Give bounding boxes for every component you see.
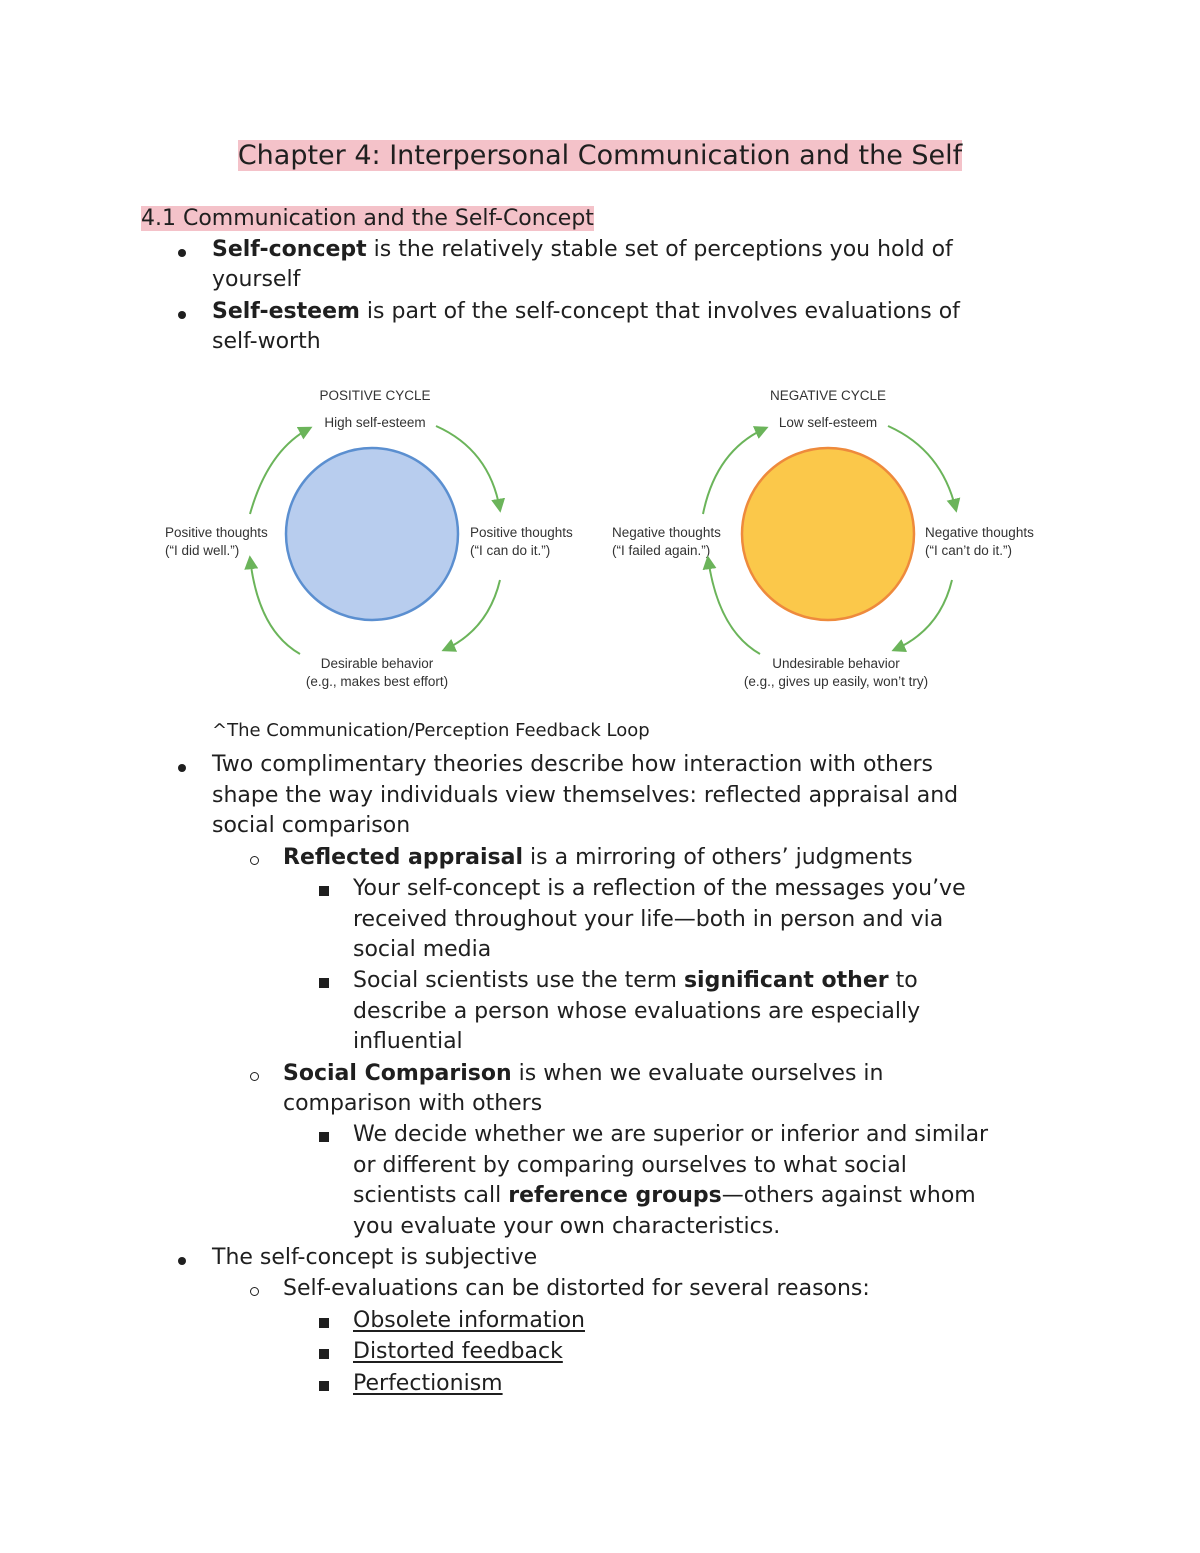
bullet-dot	[178, 1257, 186, 1265]
positive-right-label: Positive thoughts	[470, 525, 573, 540]
sub-bullet-ring	[250, 1072, 259, 1081]
list-item-self-concept: Self-concept is the relatively stable set of perceptions you hold of	[212, 237, 953, 262]
positive-circle	[286, 448, 458, 620]
reason-obsolete-information: Obsolete information	[353, 1308, 585, 1333]
positive-left-label: Positive thoughts	[165, 525, 268, 540]
arrow-bottom-right	[444, 580, 500, 650]
positive-top-label: High self-esteem	[324, 415, 426, 430]
list-item-ra1: Your self-concept is a reflection of the messages you’ve	[353, 876, 966, 901]
list-item-theories: Two complimentary theories describe how interaction with others	[212, 752, 934, 777]
bullet-dot	[178, 311, 186, 319]
negative-cycle	[612, 388, 1034, 689]
positive-cycle	[165, 388, 573, 689]
list-item-social-comparison: Social Comparison is when we evaluate ourselves in	[283, 1061, 884, 1086]
arrow-bottom-left	[250, 558, 300, 654]
sub-bullet-ring	[250, 1287, 259, 1296]
list-item-ra2: Social scientists use the term significant other to	[353, 968, 918, 993]
negative-left-label: Negative thoughts	[612, 525, 721, 540]
sub-sub-bullet-square	[319, 886, 329, 896]
positive-heading: POSITIVE CYCLE	[319, 388, 431, 403]
positive-right-sub: (“I can do it.”)	[470, 543, 551, 558]
reason-perfectionism: Perfectionism	[353, 1371, 503, 1396]
sub-sub-bullet-square	[319, 1132, 329, 1142]
sub-sub-bullet-square	[319, 978, 329, 988]
reason-distorted-feedback: Distorted feedback	[353, 1339, 563, 1364]
bullet-dot	[178, 764, 186, 772]
negative-heading: NEGATIVE CYCLE	[769, 388, 887, 403]
negative-circle	[742, 448, 914, 620]
list-item-reflected-appraisal: Reflected appraisal is a mirroring of others’ judgments	[283, 845, 913, 870]
list-item-self-esteem: Self-esteem is part of the self-concept that involves evaluations of	[212, 299, 960, 324]
negative-top-label: Low self-esteem	[778, 415, 878, 430]
negative-left-sub: (“I failed again.”)	[612, 543, 711, 558]
section-heading: 4.1 Communication and the Self-Concept	[141, 206, 594, 231]
list-item-sc1: We decide whether we are superior or inferior and similar	[353, 1122, 989, 1147]
page-title: Chapter 4: Interpersonal Communication and the Self	[237, 140, 963, 171]
sub-sub-bullet-square	[319, 1349, 329, 1359]
sub-sub-bullet-square	[319, 1381, 329, 1391]
feedback-loop-diagram	[150, 380, 1050, 700]
list-item-self-evaluations: Self-evaluations can be distorted for several reasons:	[283, 1276, 870, 1301]
sub-bullet-ring	[250, 856, 259, 865]
positive-bottom-sub: (e.g., makes best effort)	[305, 674, 449, 689]
positive-bottom-label: Desirable behavior	[320, 656, 434, 671]
negative-bottom-label: Undesirable behavior	[772, 656, 900, 671]
negative-bottom-sub: (e.g., gives up easily, won’t try)	[743, 674, 929, 689]
list-item-subjective: The self-concept is subjective	[212, 1245, 538, 1270]
diagram-caption: ^The Communication/Perception Feedback Loop	[212, 720, 650, 741]
sub-sub-bullet-square	[319, 1318, 329, 1328]
bullet-dot	[178, 249, 186, 257]
negative-right-label: Negative thoughts	[925, 525, 1034, 540]
arrow-bottom-right	[894, 580, 952, 650]
negative-right-sub: (“I can’t do it.”)	[925, 543, 1013, 558]
positive-left-sub: (“I did well.”)	[165, 543, 240, 558]
